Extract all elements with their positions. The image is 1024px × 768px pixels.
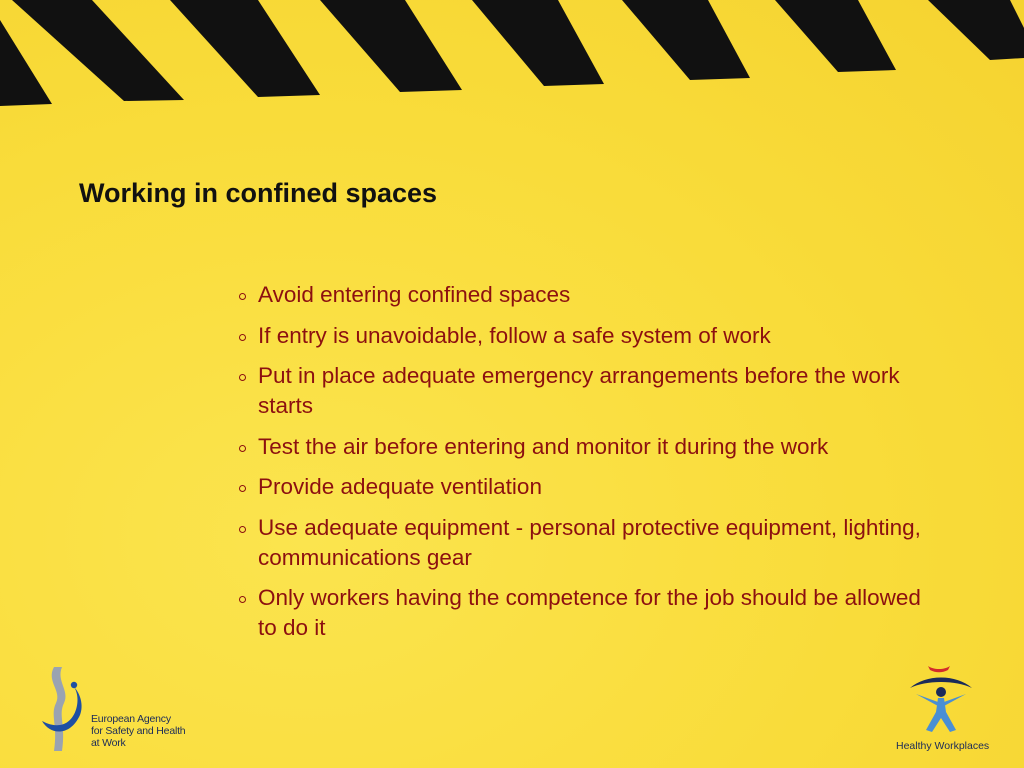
hazard-stripes xyxy=(0,0,1024,120)
eu-agency-label-line: European Agency xyxy=(91,713,171,725)
slide-title: Working in confined spaces xyxy=(79,178,438,208)
bullet-icon xyxy=(239,445,246,452)
bullet-icon xyxy=(239,596,246,603)
bullet-icon xyxy=(239,485,246,492)
list-item xyxy=(238,280,938,310)
healthy-workplaces-label: Healthy Workplaces xyxy=(896,740,990,752)
list-item xyxy=(238,472,938,502)
eu-agency-logo xyxy=(36,663,196,758)
bullet-icon xyxy=(239,526,246,533)
list-item xyxy=(238,361,938,421)
bullet-icon xyxy=(239,293,246,300)
bullet-text: If entry is unavoidable, follow a safe system of work xyxy=(258,322,771,348)
list-item xyxy=(238,432,938,462)
bullet-text: Use adequate equipment - personal protective equipment, lighting, communications gear xyxy=(258,514,921,570)
person-figure-icon xyxy=(906,660,976,736)
list-item xyxy=(238,321,938,351)
eu-agency-label-line: at Work xyxy=(91,737,126,749)
bullet-text: Provide adequate ventilation xyxy=(258,474,542,499)
list-item xyxy=(238,513,938,573)
bullet-text: Only workers having the competence for the job should be allowed to do it xyxy=(258,585,921,640)
healthy-workplaces-logo xyxy=(892,660,1002,755)
bullet-icon xyxy=(239,374,246,381)
bullet-text: Put in place adequate emergency arrangements before the work starts xyxy=(258,363,900,418)
bullet-text: Avoid entering confined spaces xyxy=(258,282,571,307)
eu-agency-label-line: for Safety and Health xyxy=(91,725,186,737)
bullet-list xyxy=(238,280,938,654)
eu-agency-label xyxy=(91,713,185,749)
bullet-icon xyxy=(239,334,246,341)
bullet-text: Test the air before entering and monitor it during the work xyxy=(258,433,829,459)
list-item xyxy=(238,583,938,643)
eu-agency-emblem-icon xyxy=(36,663,96,755)
